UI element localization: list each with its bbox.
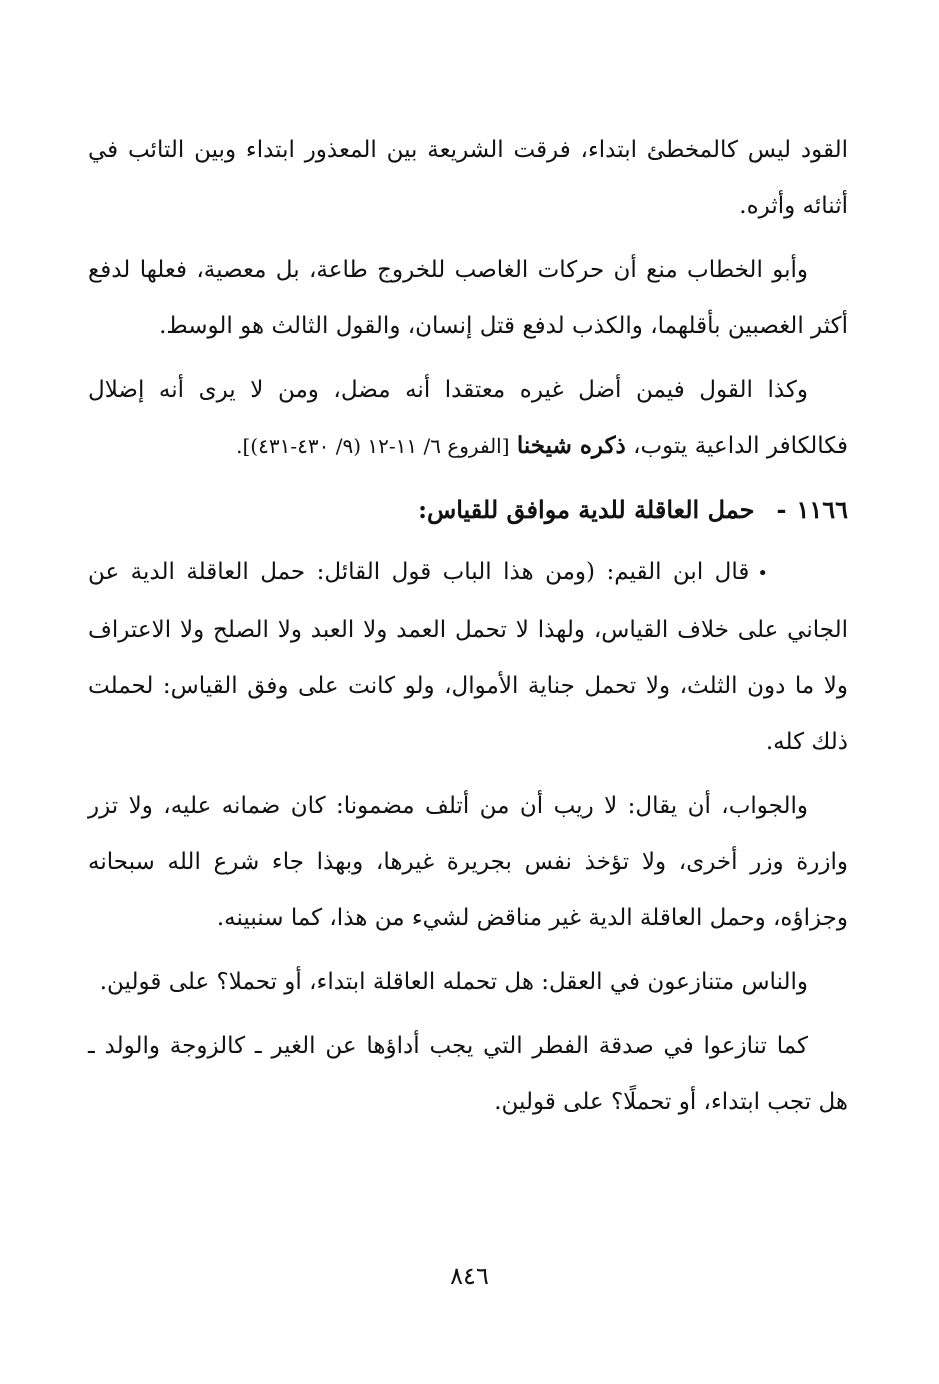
paragraph-4 xyxy=(88,544,848,770)
paragraph-5-text: والجواب، أن يقال: لا ريب أن من أتلف مضمونا: كان ضمانه عليه، ولا تزر وازرة وزر أخرى، ولا تؤخذ نفس بجريرة غيرها، وبهذا جاء شرع الله سبحانه وجزاؤه، وحمل العاقلة الدية غير مناقض لشيء من هذا، كما سنبينه. xyxy=(88,793,848,931)
paragraph-5 xyxy=(88,778,848,946)
paragraph-4-text: قال ابن القيم: (ومن هذا الباب قول القائل: حمل العاقلة الدية عن الجاني على خلاف القياس، ولهذا لا تحمل العمد ولا العبد ولا الصلح ولا الاعتراف ولا ما دون الثلث، ولا تحمل جناية الأموال، ولو كانت على وفق القياس: لحملت ذلك كله. xyxy=(88,559,848,755)
paragraph-2-text: وأبو الخطاب منع أن حركات الغاصب للخروج طاعة، بل معصية، فعلها لدفع أكثر الغصبين بأقلهما، والكذب لدفع قتل إنسان، والقول الثالث هو الوسط. xyxy=(88,257,848,339)
page-body xyxy=(88,122,848,1138)
bullet-icon: • xyxy=(757,563,768,584)
paragraph-7-text: كما تنازعوا في صدقة الفطر التي يجب أداؤها عن الغير ـ كالزوجة والولد ـ هل تجب ابتداء، أو تحملًا؟ على قولين. xyxy=(88,1033,848,1115)
heading-number: ١١٦٦ xyxy=(796,495,848,524)
paragraph-1-text: القود ليس كالمخطئ ابتداء، فرقت الشريعة بين المعذور ابتداء وبين التائب في أثنائه وأثره. xyxy=(88,137,848,219)
paragraph-3 xyxy=(88,362,848,474)
paragraph-3-text: وكذا القول فيمن أضل غيره معتقدا أنه مضل، ومن لا يرى أنه إضلال فكالكافر الداعية يتوب، xyxy=(88,377,848,459)
section-heading xyxy=(88,482,848,538)
heading-title: حمل العاقلة للدية موافق للقياس: xyxy=(418,495,755,524)
paragraph-6 xyxy=(88,954,848,1010)
paragraph-1 xyxy=(88,122,848,234)
paragraph-6-text: والناس متنازعون في العقل: هل تحمله العاقلة ابتداء، أو تحملا؟ على قولين. xyxy=(99,969,808,995)
paragraph-2 xyxy=(88,242,848,354)
paragraph-3-reference: [الفروع ٦/ ١١-١٢ (٩/ ٤٣٠-٤٣١)]. xyxy=(236,434,510,458)
paragraph-3-bold: ذكره شيخنا xyxy=(516,432,626,459)
heading-dash: - xyxy=(776,495,787,524)
page-number: ٨٤٦ xyxy=(450,1262,489,1290)
paragraph-7 xyxy=(88,1018,848,1130)
